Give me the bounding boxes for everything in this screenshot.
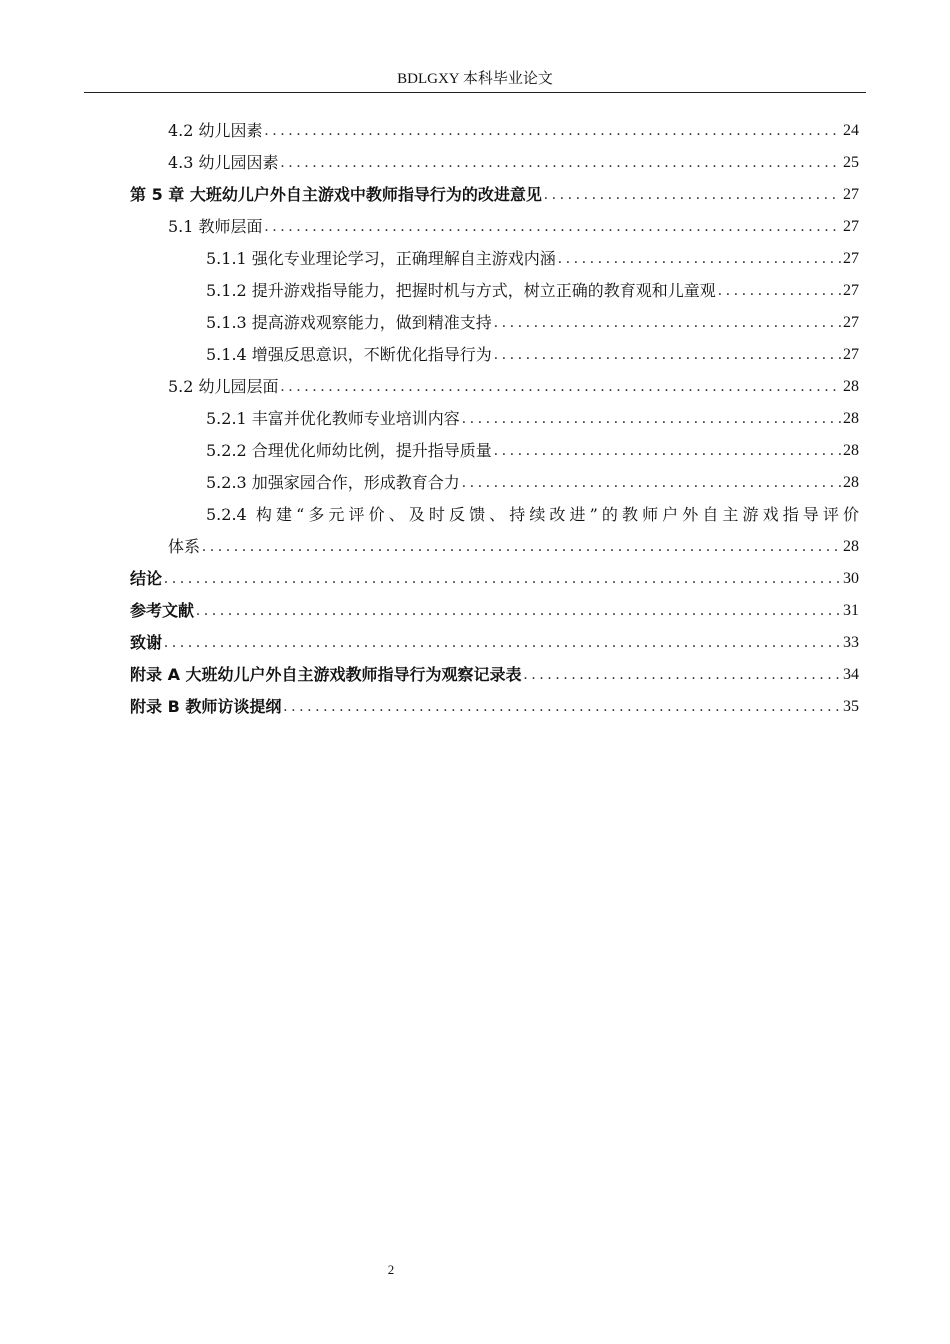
toc-entry-title: 4.3 幼儿园因素 (168, 153, 279, 172)
toc-dot-leader (524, 664, 841, 686)
toc-chapter-entry[interactable] (130, 696, 859, 718)
toc-dot-leader (202, 536, 841, 558)
toc-entry-title: 4.2 幼儿因素 (168, 121, 263, 140)
toc-entry-page: 25 (843, 154, 859, 171)
toc-entry[interactable] (206, 440, 859, 462)
toc-dot-leader (164, 568, 841, 590)
toc-entry[interactable] (206, 248, 859, 270)
toc-entry-title: 第 5 章 大班幼儿户外自主游戏中教师指导行为的改进意见 (130, 185, 542, 204)
toc-dot-leader (283, 696, 841, 718)
toc-chapter-entry[interactable] (130, 632, 859, 654)
toc-entry-page: 27 (843, 186, 859, 203)
toc-entry-title: 参考文献 (130, 601, 195, 620)
toc-entry[interactable] (206, 280, 859, 302)
toc-chapter-entry[interactable] (130, 600, 859, 622)
toc-entry[interactable] (168, 216, 859, 238)
toc-dot-leader (164, 632, 841, 654)
toc-entry[interactable] (168, 120, 859, 142)
toc-dot-leader (462, 408, 841, 430)
toc-entry-title: 5.2.3 加强家园合作，形成教育合力 (206, 473, 460, 492)
toc-entry-page: 34 (843, 666, 859, 683)
toc-entry-page: 35 (843, 698, 859, 715)
toc-dot-leader (558, 248, 841, 270)
toc-dot-leader (494, 440, 841, 462)
toc-entry-page: 28 (843, 538, 859, 555)
toc-entry-title: 结论 (130, 569, 163, 588)
toc-entry-page: 27 (843, 250, 859, 267)
toc-entry-page: 33 (843, 634, 859, 651)
toc-entry-title: 5.1 教师层面 (168, 217, 263, 236)
toc-entry[interactable] (168, 376, 859, 398)
toc-entry-title: 附录 A 大班幼儿户外自主游戏教师指导行为观察记录表 (130, 665, 522, 684)
header-title: BDLGXY 本科毕业论文 (397, 71, 553, 87)
toc-entry-page: 30 (843, 570, 859, 587)
page-number: 2 (387, 1262, 395, 1277)
toc-entry-title: 5.1.2 提升游戏指导能力，把握时机与方式，树立正确的教育观和儿童观 (206, 281, 716, 300)
toc-chapter-entry[interactable] (130, 664, 859, 686)
toc-entry-page: 28 (843, 442, 859, 459)
toc-entry-title-line1[interactable]: 5.2.4 构建“多元评价、及时反馈、持续改进”的教师户外自主游戏指导评价 (206, 505, 859, 524)
toc-dot-leader (544, 184, 841, 206)
toc-entry[interactable] (168, 536, 859, 558)
page-header (84, 70, 866, 93)
toc-dot-leader (718, 280, 841, 302)
toc-entry-title: 体系 (168, 537, 201, 556)
toc-entry-page: 27 (843, 314, 859, 331)
toc-entry-page: 27 (843, 346, 859, 363)
toc-chapter-entry[interactable] (130, 568, 859, 590)
page-footer (0, 1262, 782, 1278)
toc-dot-leader (281, 376, 841, 398)
toc-dot-leader (281, 152, 841, 174)
toc-dot-leader (462, 472, 841, 494)
toc-entry-page: 28 (843, 378, 859, 395)
toc-entry-title: 5.1.1 强化专业理论学习，正确理解自主游戏内涵 (206, 249, 556, 268)
toc-entry[interactable] (206, 472, 859, 494)
toc-entry-page: 24 (843, 122, 859, 139)
toc-entry[interactable] (168, 152, 859, 174)
toc-entry-page: 27 (843, 282, 859, 299)
toc-entry-page: 27 (843, 218, 859, 235)
toc-entry-page: 28 (843, 410, 859, 427)
toc-entry[interactable] (206, 408, 859, 430)
toc-entry-title: 5.2 幼儿园层面 (168, 377, 279, 396)
toc-entry-title: 附录 B 教师访谈提纲 (130, 697, 282, 716)
toc-entry-title: 5.2.1 丰富并优化教师专业培训内容 (206, 409, 460, 428)
toc-dot-leader (494, 344, 841, 366)
toc-dot-leader (265, 120, 841, 142)
toc-entry-page: 28 (843, 474, 859, 491)
toc-entry-title: 致谢 (130, 633, 163, 652)
toc-dot-leader (265, 216, 841, 238)
toc-entry-page: 31 (843, 602, 859, 619)
toc-entry[interactable] (206, 312, 859, 334)
toc-chapter-entry[interactable] (130, 184, 859, 206)
toc-entry-title: 5.1.3 提高游戏观察能力，做到精准支持 (206, 313, 492, 332)
toc-entry-title: 5.1.4 增强反思意识，不断优化指导行为 (206, 345, 492, 364)
toc-entry-title: 5.2.2 合理优化师幼比例，提升指导质量 (206, 441, 492, 460)
toc-dot-leader (494, 312, 841, 334)
toc-dot-leader (196, 600, 841, 622)
toc-entry[interactable] (206, 344, 859, 366)
